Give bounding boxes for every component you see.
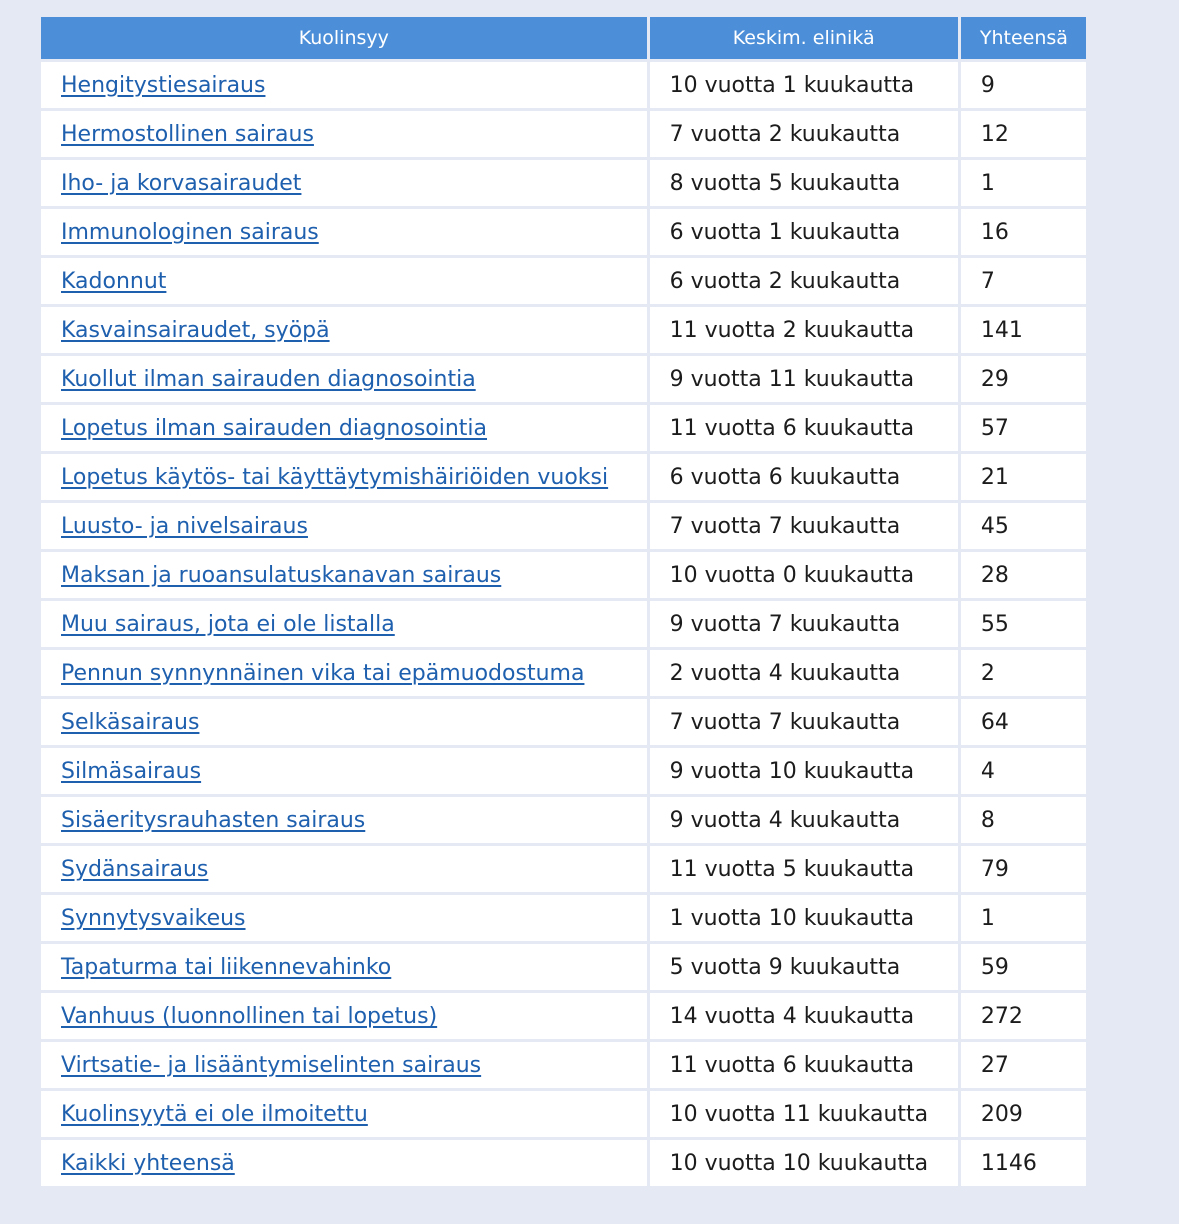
cause-cell	[41, 111, 647, 157]
average-lifespan-cell: 11 vuotta 2 kuukautta	[650, 307, 958, 353]
cause-link[interactable]: Iho- ja korvasairaudet	[61, 170, 302, 196]
total-cell: 59	[961, 944, 1086, 990]
average-lifespan-cell: 7 vuotta 7 kuukautta	[650, 503, 958, 549]
table-row	[41, 258, 1086, 304]
cause-cell	[41, 944, 647, 990]
cause-link[interactable]: Sydänsairaus	[61, 856, 209, 882]
column-header-cause[interactable]: Kuolinsyy	[41, 17, 647, 59]
table-row	[41, 454, 1086, 500]
cause-cell	[41, 307, 647, 353]
total-cell: 209	[961, 1091, 1086, 1137]
table-row	[41, 699, 1086, 745]
table-row	[41, 552, 1086, 598]
total-cell: 2	[961, 650, 1086, 696]
total-cell: 8	[961, 797, 1086, 843]
average-lifespan-cell: 6 vuotta 2 kuukautta	[650, 258, 958, 304]
cause-cell	[41, 209, 647, 255]
total-cell: 9	[961, 62, 1086, 108]
column-header-total[interactable]: Yhteensä	[961, 17, 1086, 59]
total-cell: 45	[961, 503, 1086, 549]
table-row	[41, 993, 1086, 1039]
table-row	[41, 650, 1086, 696]
cause-cell	[41, 895, 647, 941]
total-cell: 27	[961, 1042, 1086, 1088]
cause-link[interactable]: Hermostollinen sairaus	[61, 121, 314, 147]
cause-cell	[41, 1140, 647, 1186]
cause-link[interactable]: Kuolinsyytä ei ole ilmoitettu	[61, 1101, 368, 1127]
cause-cell	[41, 405, 647, 451]
average-lifespan-cell: 10 vuotta 1 kuukautta	[650, 62, 958, 108]
total-cell: 1	[961, 160, 1086, 206]
cause-cell	[41, 993, 647, 1039]
column-header-average-lifespan[interactable]: Keskim. elinikä	[650, 17, 958, 59]
table-row	[41, 405, 1086, 451]
cause-link[interactable]: Kaikki yhteensä	[61, 1150, 235, 1176]
table-row	[41, 1140, 1086, 1186]
average-lifespan-cell: 9 vuotta 11 kuukautta	[650, 356, 958, 402]
cause-link[interactable]: Lopetus käytös- tai käyttäytymishäiriöiden vuoksi	[61, 464, 609, 490]
table-row	[41, 748, 1086, 794]
total-cell: 29	[961, 356, 1086, 402]
average-lifespan-cell: 2 vuotta 4 kuukautta	[650, 650, 958, 696]
cause-link[interactable]: Kadonnut	[61, 268, 167, 294]
cause-cell	[41, 846, 647, 892]
cause-cell	[41, 601, 647, 647]
average-lifespan-cell: 9 vuotta 10 kuukautta	[650, 748, 958, 794]
cause-cell	[41, 797, 647, 843]
total-cell: 272	[961, 993, 1086, 1039]
table-row	[41, 307, 1086, 353]
total-cell: 16	[961, 209, 1086, 255]
table-row	[41, 797, 1086, 843]
total-cell: 1146	[961, 1140, 1086, 1186]
average-lifespan-cell: 6 vuotta 1 kuukautta	[650, 209, 958, 255]
table-row	[41, 111, 1086, 157]
table-row	[41, 209, 1086, 255]
cause-cell	[41, 748, 647, 794]
table-header-row	[41, 17, 1086, 59]
death-cause-table	[38, 14, 1089, 1189]
table-body	[41, 62, 1086, 1186]
table-row	[41, 62, 1086, 108]
total-cell: 4	[961, 748, 1086, 794]
cause-cell	[41, 454, 647, 500]
cause-link[interactable]: Pennun synnynnäinen vika tai epämuodostuma	[61, 660, 585, 686]
table-row	[41, 1042, 1086, 1088]
cause-link[interactable]: Silmäsairaus	[61, 758, 202, 784]
total-cell: 7	[961, 258, 1086, 304]
average-lifespan-cell: 11 vuotta 6 kuukautta	[650, 1042, 958, 1088]
total-cell: 141	[961, 307, 1086, 353]
cause-link[interactable]: Luusto- ja nivelsairaus	[61, 513, 308, 539]
average-lifespan-cell: 11 vuotta 5 kuukautta	[650, 846, 958, 892]
total-cell: 57	[961, 405, 1086, 451]
average-lifespan-cell: 14 vuotta 4 kuukautta	[650, 993, 958, 1039]
cause-link[interactable]: Sisäeritysrauhasten sairaus	[61, 807, 366, 833]
total-cell: 55	[961, 601, 1086, 647]
average-lifespan-cell: 11 vuotta 6 kuukautta	[650, 405, 958, 451]
average-lifespan-cell: 7 vuotta 7 kuukautta	[650, 699, 958, 745]
cause-cell	[41, 258, 647, 304]
cause-cell	[41, 62, 647, 108]
cause-cell	[41, 1042, 647, 1088]
average-lifespan-cell: 10 vuotta 11 kuukautta	[650, 1091, 958, 1137]
cause-link[interactable]: Muu sairaus, jota ei ole listalla	[61, 611, 395, 637]
total-cell: 1	[961, 895, 1086, 941]
table-row	[41, 1091, 1086, 1137]
average-lifespan-cell: 7 vuotta 2 kuukautta	[650, 111, 958, 157]
cause-link[interactable]: Lopetus ilman sairauden diagnosointia	[61, 415, 488, 441]
total-cell: 21	[961, 454, 1086, 500]
cause-link[interactable]: Synnytysvaikeus	[61, 905, 246, 931]
cause-cell	[41, 552, 647, 598]
table-row	[41, 944, 1086, 990]
cause-link[interactable]: Virtsatie- ja lisääntymiselinten sairaus	[61, 1052, 482, 1078]
cause-cell	[41, 699, 647, 745]
cause-link[interactable]: Immunologinen sairaus	[61, 219, 319, 245]
average-lifespan-cell: 6 vuotta 6 kuukautta	[650, 454, 958, 500]
average-lifespan-cell: 10 vuotta 0 kuukautta	[650, 552, 958, 598]
table-row	[41, 503, 1086, 549]
cause-link[interactable]: Tapaturma tai liikennevahinko	[61, 954, 392, 980]
average-lifespan-cell: 9 vuotta 7 kuukautta	[650, 601, 958, 647]
total-cell: 28	[961, 552, 1086, 598]
cause-link[interactable]: Selkäsairaus	[61, 709, 200, 735]
cause-link[interactable]: Kuollut ilman sairauden diagnosointia	[61, 366, 476, 392]
cause-link[interactable]: Kasvainsairaudet, syöpä	[61, 317, 330, 343]
cause-cell	[41, 160, 647, 206]
cause-link[interactable]: Maksan ja ruoansulatuskanavan sairaus	[61, 562, 502, 588]
total-cell: 12	[961, 111, 1086, 157]
cause-cell	[41, 503, 647, 549]
table-row	[41, 846, 1086, 892]
cause-link[interactable]: Vanhuus (luonnollinen tai lopetus)	[61, 1003, 438, 1029]
cause-link[interactable]: Hengitystiesairaus	[61, 72, 266, 98]
average-lifespan-cell: 8 vuotta 5 kuukautta	[650, 160, 958, 206]
cause-cell	[41, 1091, 647, 1137]
table-row	[41, 601, 1086, 647]
average-lifespan-cell: 10 vuotta 10 kuukautta	[650, 1140, 958, 1186]
total-cell: 79	[961, 846, 1086, 892]
average-lifespan-cell: 9 vuotta 4 kuukautta	[650, 797, 958, 843]
cause-cell	[41, 356, 647, 402]
cause-cell	[41, 650, 647, 696]
total-cell: 64	[961, 699, 1086, 745]
table-row	[41, 895, 1086, 941]
average-lifespan-cell: 5 vuotta 9 kuukautta	[650, 944, 958, 990]
table-row	[41, 356, 1086, 402]
table-row	[41, 160, 1086, 206]
average-lifespan-cell: 1 vuotta 10 kuukautta	[650, 895, 958, 941]
